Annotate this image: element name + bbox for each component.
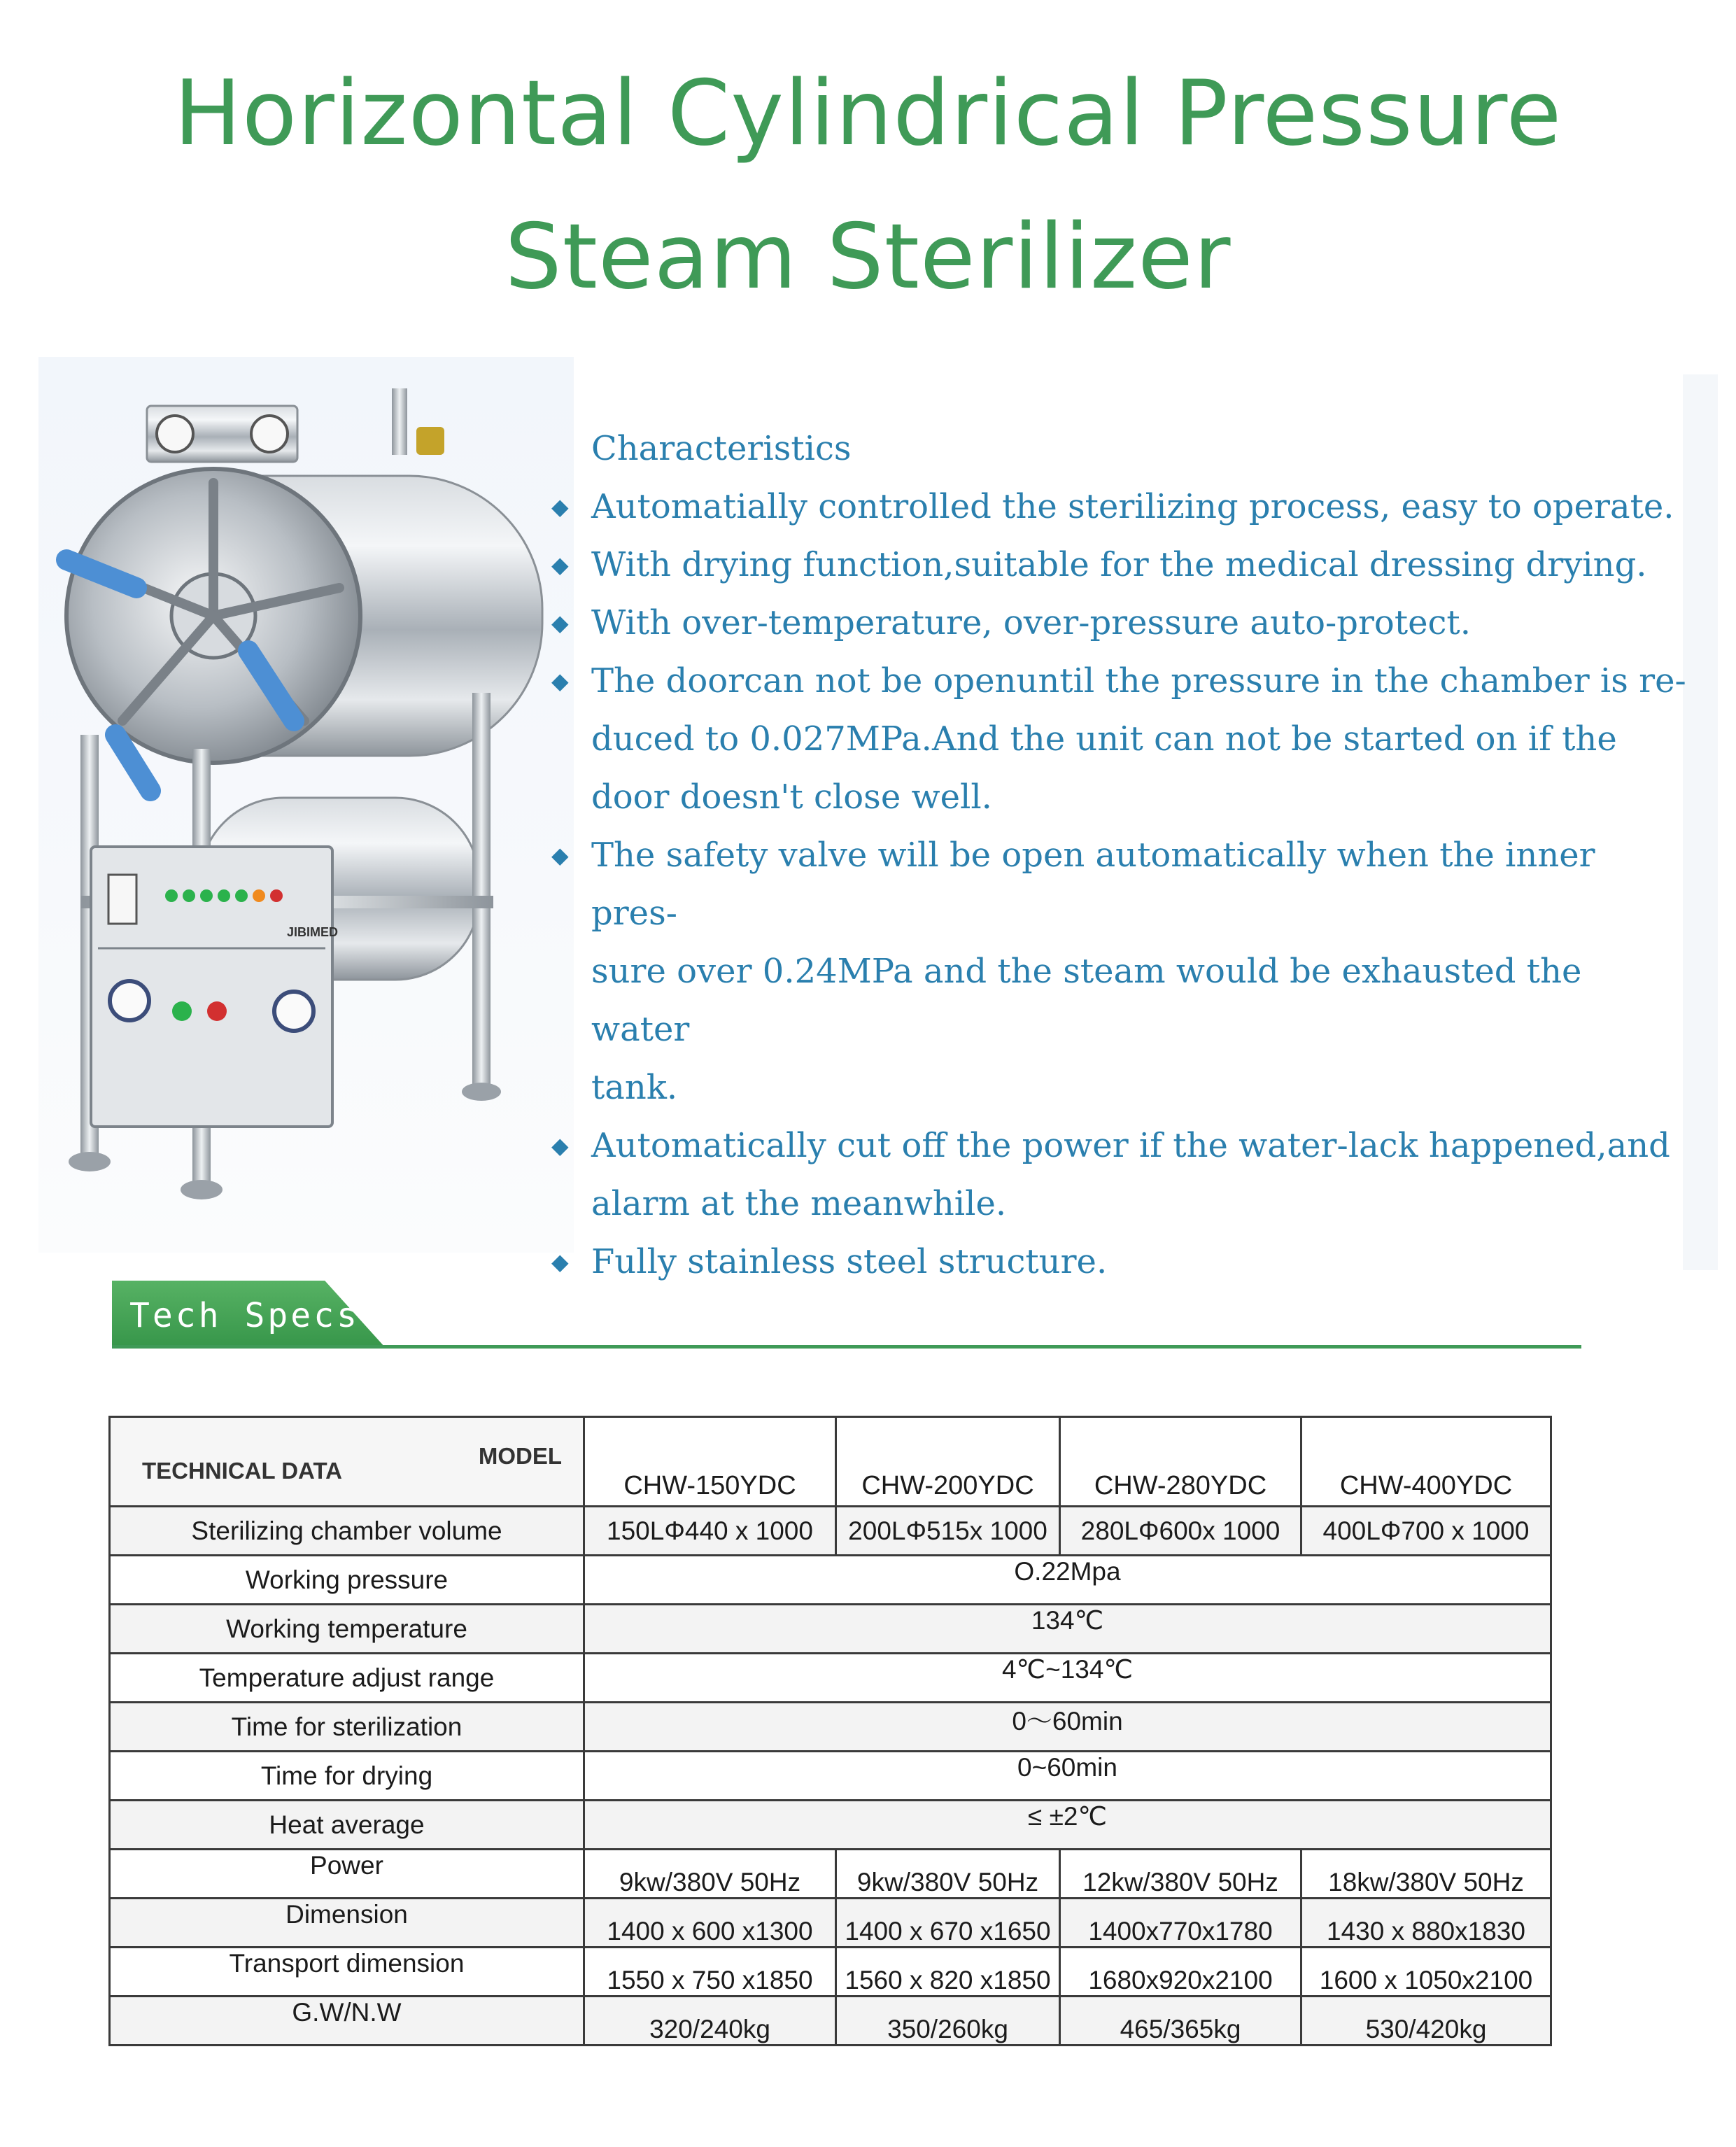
sterilizer-illustration [38,357,574,1253]
cell-value: 1400 x 670 x1650 [845,1916,1051,1945]
shared-value: O.22Mpa [1014,1556,1121,1586]
panel-brand-label: JIBIMED [287,925,339,939]
characteristics-section [539,420,1686,1291]
row-label: Sterilizing chamber volume [110,1507,584,1556]
tech-specs-tab-label: Tech Specs: [129,1296,383,1335]
row-label: Time for drying [110,1752,584,1801]
row-label: Temperature adjust range [110,1654,584,1703]
table-cell [584,1752,1551,1801]
feature-text: Automatically cut off the power if the water-lack happened,and [591,1126,1670,1165]
feature-text: With drying function,suitable for the medical dressing drying. [591,545,1647,584]
specs-table [108,1416,1552,2046]
feature-item [539,652,1686,826]
table-row [110,1801,1551,1850]
cell-value: 1560 x 820 x1850 [845,1965,1051,1994]
feature-item [539,536,1686,594]
table-row [110,1556,1551,1605]
cell-value: 9kw/380V 50Hz [619,1867,801,1896]
feature-text: The safety valve will be open automatically when the inner pres- [591,836,1595,933]
table-cell [584,1948,836,1997]
table-cell [584,1850,836,1899]
feature-item [539,478,1686,536]
table-row [110,1948,1551,1997]
table-cell [584,1703,1551,1752]
table-header-row [110,1417,1551,1507]
row-label-text: Transport dimension [229,1948,465,1978]
cell-value: 1600 x 1050x2100 [1319,1965,1533,1994]
table-row [110,1654,1551,1703]
table-cell [1060,1899,1301,1948]
feature-text: Automatially controlled the sterilizing process, easy to operate. [591,487,1674,526]
table-row [110,1997,1551,2046]
characteristics-heading: Characteristics [591,429,852,468]
table-cell [836,1948,1060,1997]
table-row [110,1507,1551,1556]
diamond-bullet-icon: ◆ [551,1248,569,1275]
row-label: Working pressure [110,1556,584,1605]
model-label: MODEL [478,1443,562,1469]
model-header-cell: CHW-400YDC [1301,1417,1551,1507]
table-cell [1301,1948,1551,1997]
cell-value: 1400 x 600 x1300 [607,1916,813,1945]
cell-value: 9kw/380V 50Hz [856,1867,1039,1896]
row-label-text: Power [310,1850,383,1880]
feature-item [539,1117,1686,1233]
diamond-bullet-icon: ◆ [551,610,569,636]
page-title [0,42,1736,329]
table-cell [1060,1850,1301,1899]
table-cell [584,1997,836,2046]
feature-text: door doesn't close well. [591,777,992,817]
table-row [110,1850,1551,1899]
table-row [110,1752,1551,1801]
table-cell: 400LΦ700 x 1000 [1301,1507,1551,1556]
shared-value: 134℃ [1031,1606,1104,1635]
cell-value: 18kw/380V 50Hz [1328,1867,1524,1896]
feature-text: alarm at the meanwhile. [591,1184,1007,1223]
page-title-line-1: Horizontal Cylindrical Pressure [174,62,1562,166]
table-cell: 150LΦ440 x 1000 [584,1507,836,1556]
table-cell [1301,1850,1551,1899]
table-cell [584,1899,836,1948]
feature-text: sure over 0.24MPa and the steam would be exhausted the water [591,952,1582,1049]
feature-text: tank. [591,1068,678,1107]
cell-value: 320/240kg [649,2014,770,2043]
table-row [110,1703,1551,1752]
table-row [110,1605,1551,1654]
table-cell [584,1605,1551,1654]
diamond-bullet-icon: ◆ [551,842,569,868]
cell-value: 1400x770x1780 [1088,1916,1273,1945]
technical-data-label: TECHNICAL DATA [142,1458,342,1484]
table-cell [836,1997,1060,2046]
diamond-bullet-icon: ◆ [551,493,569,520]
shared-value: 0〜60min [1012,1706,1123,1736]
table-cell [1060,1948,1301,1997]
row-label: Working temperature [110,1605,584,1654]
feature-text: duced to 0.027MPa.And the unit can not be started on if the [591,719,1617,759]
shared-value: 0~60min [1017,1752,1117,1782]
model-header-cell: CHW-200YDC [836,1417,1060,1507]
table-cell: 200LΦ515x 1000 [836,1507,1060,1556]
table-cell [584,1801,1551,1850]
table-cell [836,1850,1060,1899]
row-label: Time for sterilization [110,1703,584,1752]
feature-item [539,1233,1686,1291]
row-label-text: Dimension [285,1899,408,1929]
row-label [110,1899,584,1948]
diamond-bullet-icon: ◆ [551,551,569,578]
row-label [110,1997,584,2046]
model-header-cell: CHW-280YDC [1060,1417,1301,1507]
table-cell [836,1899,1060,1948]
product-photo [38,357,574,1253]
table-row [110,1899,1551,1948]
diamond-bullet-icon: ◆ [551,1132,569,1159]
cell-value: 1430 x 880x1830 [1327,1916,1525,1945]
cell-value: 350/260kg [887,2014,1008,2043]
feature-text: Fully stainless steel structure. [591,1242,1108,1281]
feature-text: With over-temperature, over-pressure auto-protect. [591,603,1471,642]
section-divider [112,1345,1581,1349]
shared-value: 4℃~134℃ [1001,1655,1134,1684]
table-cell [584,1556,1551,1605]
feature-text: The doorcan not be openuntil the pressure in the chamber is re- [591,661,1686,701]
cell-value: 1680x920x2100 [1088,1965,1273,1994]
cell-value: 12kw/380V 50Hz [1082,1867,1278,1896]
feature-item [539,594,1686,652]
header-corner-cell [110,1417,584,1507]
row-label [110,1850,584,1899]
row-label: Heat average [110,1801,584,1850]
diamond-bullet-icon: ◆ [551,668,569,694]
model-header-cell: CHW-150YDC [584,1417,836,1507]
row-label-text: G.W/N.W [292,1997,402,2027]
table-cell [584,1654,1551,1703]
table-cell [1301,1997,1551,2046]
cell-value: 1550 x 750 x1850 [607,1965,813,1994]
cell-value: 465/365kg [1120,2014,1241,2043]
cell-value: 530/420kg [1365,2014,1487,2043]
shared-value: ≤ ±2℃ [1027,1802,1108,1831]
feature-item [539,826,1686,1117]
table-cell [1060,1997,1301,2046]
photo-edge-strip [1683,374,1718,1270]
row-label [110,1948,584,1997]
table-cell [1301,1899,1551,1948]
table-cell: 280LΦ600x 1000 [1060,1507,1301,1556]
page-title-line-2: Steam Sterilizer [504,205,1232,309]
